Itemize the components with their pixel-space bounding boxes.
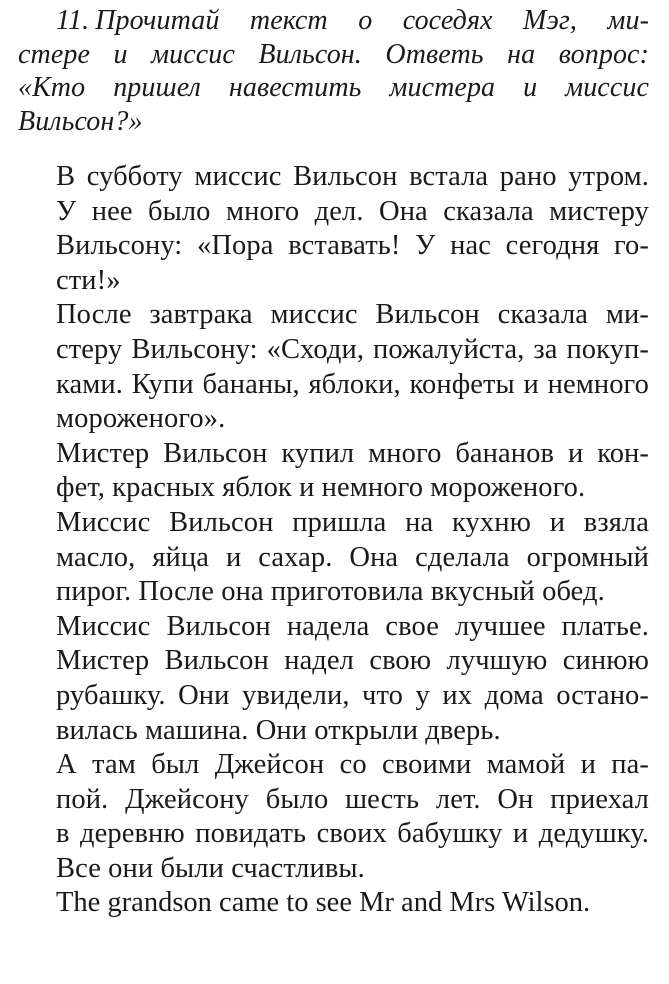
- task-line: 11. Прочитай текст о соседях Мэг, ми-: [56, 5, 649, 36]
- task-line: «Кто пришел навестить мистера и миссис: [18, 72, 649, 103]
- paragraph-shopping: Мистер Вильсон купил много бананов и кон- фет, красных яблок и немного мороженого.: [56, 437, 649, 504]
- paragraph-shopping-request: После завтрака миссис Вильсон сказала ми- стеру Вильсону: «Сходи, пожалуйста, за покуп- ками. Купи бананы, яблоки, конфеты и немного мороженого».: [56, 299, 649, 435]
- paragraph-saturday-morning: В субботу миссис Вильсон встала рано утром. У нее было много дел. Она сказала мистеру Вильсону: «Пора вставать! У нас сегодня го- сти!»: [56, 161, 649, 296]
- task-number: 11.: [56, 5, 90, 36]
- task-instruction: [18, 4, 649, 138]
- paragraph-cooking: Миссис Вильсон пришла на кухню и взяла масло, яйца и сахар. Она сделала огромный пирог. После она приготовила вкусный обед.: [56, 506, 649, 608]
- task-line: стере и миссис Вильсон. Ответь на вопрос:: [18, 38, 649, 70]
- handwritten-answer: The grandson came to see Mr and Mrs Wilson.: [56, 887, 591, 919]
- task-line: Вильсон?»: [18, 105, 143, 137]
- paragraph-jason-arrives: А там был Джейсон со своими мамой и па- пой. Джейсону было шесть лет. Он приехал в деревню повидать своих бабушку и дедушку. Все они были счастливы.: [56, 749, 649, 884]
- paragraph-dressing: Миссис Вильсон надела свое лучшее платье. Мистер Вильсон надел свою лучшую синюю рубашку. Они увидели, что у их дома остано- вилась машина. Они открыли дверь.: [56, 610, 649, 746]
